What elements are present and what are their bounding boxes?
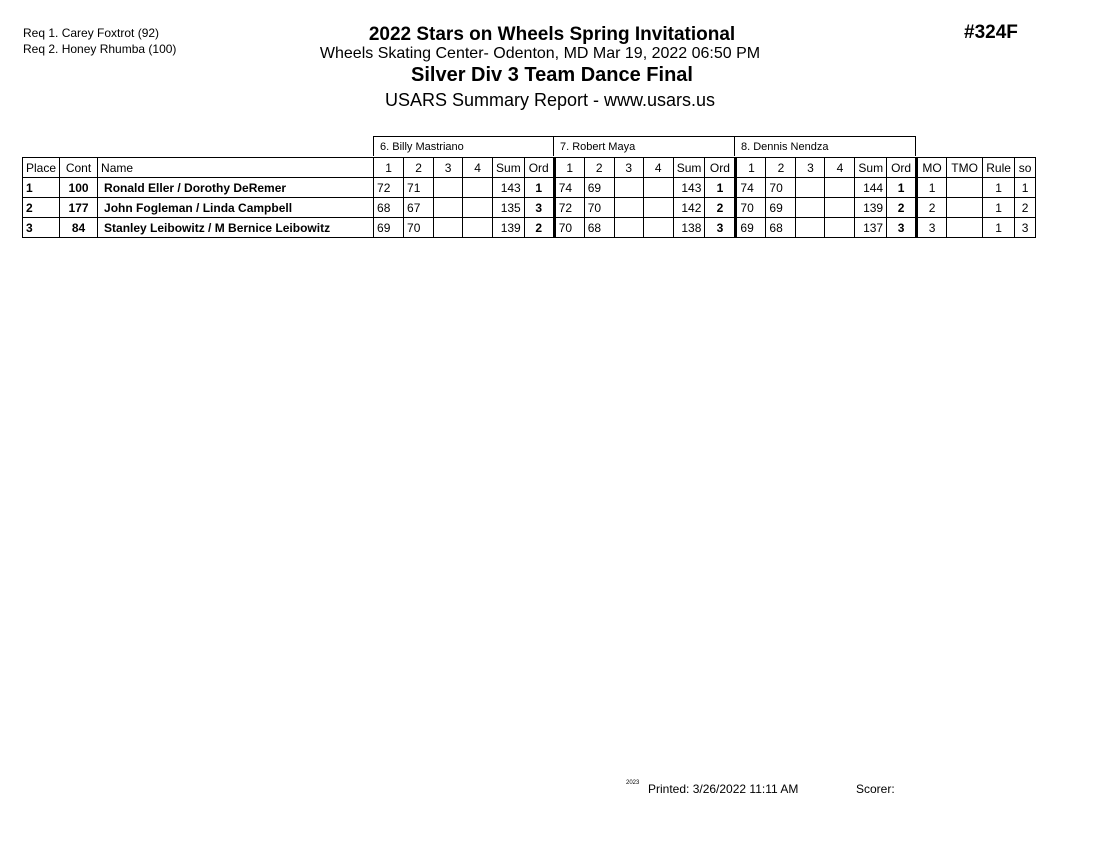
so-cell: 1 [1015, 178, 1036, 198]
contestant-number-cell: 84 [60, 218, 98, 238]
contestant-name-cell: Ronald Eller / Dorothy DeRemer [98, 178, 374, 198]
sum-cell: 139 [493, 218, 525, 238]
sum-cell: 138 [673, 218, 705, 238]
contestant-name-cell: John Fogleman / Linda Campbell [98, 198, 374, 218]
score-cell [463, 218, 493, 238]
ordinal-cell: 1 [524, 178, 554, 198]
score-header: 1 [374, 158, 404, 178]
requirement-2: Req 2. Honey Rhumba (100) [23, 42, 177, 56]
contestant-name-cell: Stanley Leibowitz / M Bernice Leibowitz [98, 218, 374, 238]
mo-cell: 1 [917, 178, 947, 198]
judge-name: 8. Dennis Nendza [735, 137, 916, 157]
score-cell [825, 198, 855, 218]
score-cell [796, 198, 825, 218]
score-cell [463, 198, 493, 218]
sum-header: Sum [493, 158, 525, 178]
score-cell [614, 218, 643, 238]
score-cell: 69 [766, 198, 796, 218]
score-cell: 70 [736, 198, 766, 218]
requirement-1: Req 1. Carey Foxtrot (92) [23, 26, 160, 40]
score-cell [643, 198, 673, 218]
score-cell: 72 [374, 178, 404, 198]
ordinal-cell: 1 [887, 178, 917, 198]
judge-name: 7. Robert Maya [554, 137, 735, 157]
score-cell: 68 [374, 198, 404, 218]
judge-name: 6. Billy Mastriano [374, 137, 554, 157]
score-header: 2 [584, 158, 614, 178]
so-header: so [1015, 158, 1036, 178]
rule-cell: 1 [983, 218, 1015, 238]
score-header: 3 [796, 158, 825, 178]
score-cell: 68 [584, 218, 614, 238]
score-cell: 67 [404, 198, 434, 218]
mo-cell: 2 [917, 198, 947, 218]
score-cell: 71 [404, 178, 434, 198]
ordinal-cell: 1 [705, 178, 736, 198]
score-header: 1 [554, 158, 584, 178]
results-table [22, 157, 1036, 238]
sum-cell: 135 [493, 198, 525, 218]
score-cell: 74 [554, 178, 584, 198]
location-date: Wheels Skating Center- Odenton, MD Mar 19, 2022 06:50 PM [319, 45, 761, 62]
score-header: 2 [766, 158, 796, 178]
score-cell [463, 178, 493, 198]
ordinal-cell: 2 [524, 218, 554, 238]
score-cell [614, 178, 643, 198]
score-cell [434, 178, 463, 198]
score-cell: 72 [554, 198, 584, 218]
sum-header: Sum [855, 158, 887, 178]
score-cell [434, 218, 463, 238]
report-title: USARS Summary Report - www.usars.us [384, 90, 716, 110]
score-cell [825, 178, 855, 198]
score-header: 2 [404, 158, 434, 178]
footer-mark: 2023 [626, 780, 640, 786]
tmo-cell [947, 178, 983, 198]
ordinal-cell: 3 [705, 218, 736, 238]
score-cell: 70 [554, 218, 584, 238]
score-cell [434, 198, 463, 218]
score-cell: 69 [584, 178, 614, 198]
score-cell [796, 178, 825, 198]
ordinal-cell: 2 [705, 198, 736, 218]
place-cell: 1 [23, 178, 60, 198]
judges-header [373, 136, 916, 156]
place-header: Place [23, 158, 60, 178]
score-cell: 70 [766, 178, 796, 198]
score-cell [796, 218, 825, 238]
mo-header: MO [917, 158, 947, 178]
sum-cell: 142 [673, 198, 705, 218]
sum-header: Sum [673, 158, 705, 178]
score-cell: 68 [766, 218, 796, 238]
score-cell: 69 [374, 218, 404, 238]
tmo-cell [947, 198, 983, 218]
printed-timestamp: Printed: 3/26/2022 11:11 AM [648, 782, 799, 796]
score-cell [643, 218, 673, 238]
event-number: #324F [964, 22, 1018, 43]
tmo-cell [947, 218, 983, 238]
score-cell: 74 [736, 178, 766, 198]
score-cell: 70 [584, 198, 614, 218]
scorer-label: Scorer: [856, 782, 895, 796]
ordinal-cell: 3 [524, 198, 554, 218]
sum-cell: 144 [855, 178, 887, 198]
sum-cell: 143 [493, 178, 525, 198]
cont-header: Cont [60, 158, 98, 178]
place-cell: 3 [23, 218, 60, 238]
place-cell: 2 [23, 198, 60, 218]
score-header: 4 [463, 158, 493, 178]
score-header: 3 [614, 158, 643, 178]
header-row [23, 158, 1036, 178]
rule-cell: 1 [983, 198, 1015, 218]
contestant-number-cell: 177 [60, 198, 98, 218]
sum-cell: 143 [673, 178, 705, 198]
sum-cell: 137 [855, 218, 887, 238]
tmo-header: TMO [947, 158, 983, 178]
so-cell: 3 [1015, 218, 1036, 238]
score-cell [614, 198, 643, 218]
score-header: 3 [434, 158, 463, 178]
ordinal-cell: 2 [887, 198, 917, 218]
contestant-number-cell: 100 [60, 178, 98, 198]
score-header: 4 [825, 158, 855, 178]
table-row [23, 218, 1036, 238]
table-row [23, 178, 1036, 198]
rule-cell: 1 [983, 178, 1015, 198]
score-cell: 70 [404, 218, 434, 238]
ord-header: Ord [887, 158, 917, 178]
event-name: Silver Div 3 Team Dance Final [411, 64, 693, 86]
score-cell [825, 218, 855, 238]
mo-cell: 3 [917, 218, 947, 238]
score-header: 4 [643, 158, 673, 178]
rule-header: Rule [983, 158, 1015, 178]
name-header: Name [98, 158, 374, 178]
score-header: 1 [736, 158, 766, 178]
ordinal-cell: 3 [887, 218, 917, 238]
ord-header: Ord [705, 158, 736, 178]
sum-cell: 139 [855, 198, 887, 218]
score-cell: 69 [736, 218, 766, 238]
score-cell [643, 178, 673, 198]
competition-title: 2022 Stars on Wheels Spring Invitational [368, 24, 736, 45]
table-row [23, 198, 1036, 218]
so-cell: 2 [1015, 198, 1036, 218]
ord-header: Ord [524, 158, 554, 178]
